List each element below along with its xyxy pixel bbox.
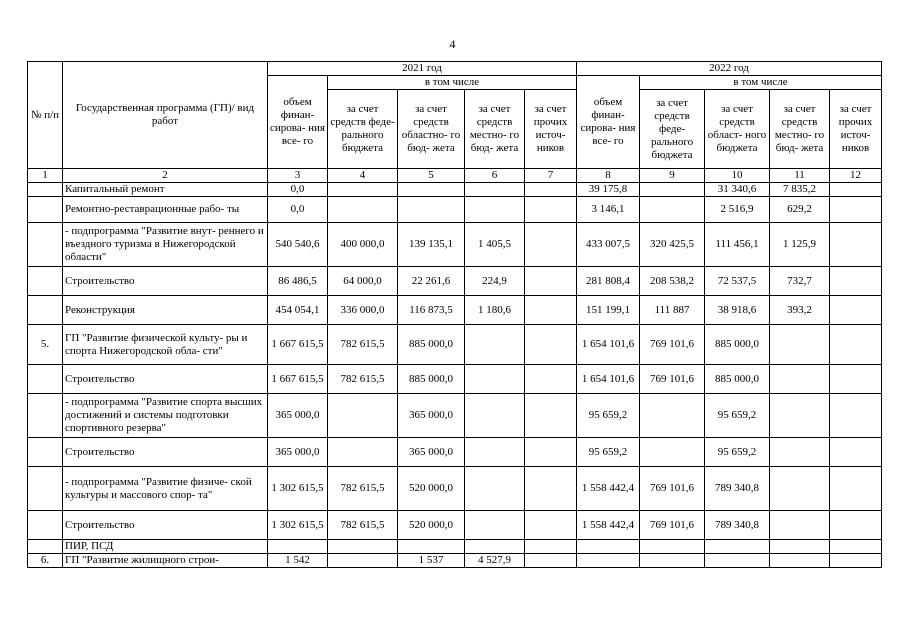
value-cell: [640, 197, 705, 223]
value-cell: [525, 296, 577, 325]
table-row: [28, 467, 882, 511]
row-name: Реконструкция: [63, 296, 268, 325]
value-cell: 281 808,4: [577, 267, 640, 296]
value-cell: 1 667 615,5: [268, 325, 328, 365]
value-cell: [640, 438, 705, 467]
value-cell: [328, 540, 398, 554]
value-cell: 208 538,2: [640, 267, 705, 296]
value-cell: [465, 511, 525, 540]
value-cell: 365 000,0: [268, 394, 328, 438]
row-name: Строительство: [63, 267, 268, 296]
row-name: - подпрограмма "Развитие физиче- ской культуры и массового спор- та": [63, 467, 268, 511]
value-cell: [830, 223, 882, 267]
value-cell: [328, 197, 398, 223]
row-number: [28, 467, 63, 511]
value-cell: [525, 467, 577, 511]
row-number: 6.: [28, 554, 63, 568]
value-cell: 885 000,0: [398, 365, 465, 394]
value-cell: [465, 394, 525, 438]
value-cell: [465, 197, 525, 223]
value-cell: 520 000,0: [398, 467, 465, 511]
row-name: Ремонтно-реставрационные рабо- ты: [63, 197, 268, 223]
column-number: 9: [640, 169, 705, 183]
value-cell: [465, 325, 525, 365]
row-number: 5.: [28, 325, 63, 365]
table-row: [28, 197, 882, 223]
value-cell: [465, 183, 525, 197]
value-cell: [770, 554, 830, 568]
value-cell: [770, 467, 830, 511]
value-cell: [398, 540, 465, 554]
value-cell: 732,7: [770, 267, 830, 296]
row-number: [28, 183, 63, 197]
value-cell: 1 558 442,4: [577, 511, 640, 540]
value-cell: [770, 438, 830, 467]
value-cell: 95 659,2: [577, 394, 640, 438]
header-including-2022: в том числе: [640, 76, 882, 90]
value-cell: 789 340,8: [705, 511, 770, 540]
value-cell: 111 887: [640, 296, 705, 325]
value-cell: 86 486,5: [268, 267, 328, 296]
row-name: ГП "Развитие жилищного строи-: [63, 554, 268, 568]
column-number: 10: [705, 169, 770, 183]
value-cell: 111 456,1: [705, 223, 770, 267]
row-number: [28, 197, 63, 223]
row-number: [28, 438, 63, 467]
value-cell: 72 537,5: [705, 267, 770, 296]
value-cell: [525, 394, 577, 438]
value-cell: [640, 540, 705, 554]
header-federal-2021: за счет средств феде- рального бюджета: [328, 90, 398, 169]
value-cell: 629,2: [770, 197, 830, 223]
value-cell: [525, 267, 577, 296]
value-cell: [525, 511, 577, 540]
table-row: [28, 540, 882, 554]
value-cell: [465, 365, 525, 394]
column-number: 4: [328, 169, 398, 183]
value-cell: [830, 365, 882, 394]
value-cell: 540 540,6: [268, 223, 328, 267]
row-name: ГП "Развитие физической культу- ры и спорта Нижегородской обла- сти": [63, 325, 268, 365]
value-cell: 365 000,0: [398, 438, 465, 467]
value-cell: 1 654 101,6: [577, 325, 640, 365]
value-cell: [525, 438, 577, 467]
value-cell: 782 615,5: [328, 365, 398, 394]
table-header: [28, 62, 882, 183]
value-cell: 365 000,0: [398, 394, 465, 438]
value-cell: [525, 554, 577, 568]
value-cell: [830, 325, 882, 365]
value-cell: 95 659,2: [705, 438, 770, 467]
row-number: [28, 267, 63, 296]
value-cell: 393,2: [770, 296, 830, 325]
value-cell: 1 125,9: [770, 223, 830, 267]
value-cell: [830, 554, 882, 568]
column-number-row: [28, 169, 882, 183]
table-row: [28, 267, 882, 296]
value-cell: 39 175,8: [577, 183, 640, 197]
row-number: [28, 394, 63, 438]
header-col-program: Государственная программа (ГП)/ вид работ: [63, 62, 268, 169]
column-number: 5: [398, 169, 465, 183]
value-cell: 782 615,5: [328, 467, 398, 511]
value-cell: [465, 438, 525, 467]
value-cell: [830, 296, 882, 325]
value-cell: [525, 365, 577, 394]
value-cell: [328, 394, 398, 438]
value-cell: 95 659,2: [705, 394, 770, 438]
value-cell: [577, 540, 640, 554]
value-cell: [525, 197, 577, 223]
row-number: [28, 223, 63, 267]
value-cell: [770, 511, 830, 540]
header-col-no: № п/п: [28, 62, 63, 169]
row-name: Строительство: [63, 438, 268, 467]
value-cell: [398, 197, 465, 223]
row-number: [28, 365, 63, 394]
column-number: 6: [465, 169, 525, 183]
column-number: 3: [268, 169, 328, 183]
value-cell: 885 000,0: [705, 365, 770, 394]
column-number: 7: [525, 169, 577, 183]
value-cell: 38 918,6: [705, 296, 770, 325]
value-cell: 1 405,5: [465, 223, 525, 267]
row-name: - подпрограмма "Развитие внут- реннего и въездного туризма в Нижегородской области": [63, 223, 268, 267]
value-cell: 0,0: [268, 183, 328, 197]
value-cell: [640, 554, 705, 568]
header-local-2022: за счет средств местно- го бюд- жета: [770, 90, 830, 169]
value-cell: 769 101,6: [640, 467, 705, 511]
table-row: [28, 554, 882, 568]
value-cell: [770, 365, 830, 394]
value-cell: 1 558 442,4: [577, 467, 640, 511]
row-number: [28, 296, 63, 325]
value-cell: 1 302 615,5: [268, 511, 328, 540]
header-federal-2022: за счет средств феде- рального бюджета: [640, 90, 705, 169]
value-cell: 885 000,0: [705, 325, 770, 365]
value-cell: 782 615,5: [328, 325, 398, 365]
value-cell: 769 101,6: [640, 511, 705, 540]
value-cell: 139 135,1: [398, 223, 465, 267]
value-cell: [465, 540, 525, 554]
page-number: 4: [449, 37, 456, 51]
value-cell: 95 659,2: [577, 438, 640, 467]
value-cell: [830, 540, 882, 554]
value-cell: 1 542: [268, 554, 328, 568]
column-number: 2: [63, 169, 268, 183]
header-other-2021: за счет прочих источ- ников: [525, 90, 577, 169]
value-cell: 64 000,0: [328, 267, 398, 296]
value-cell: 1 537: [398, 554, 465, 568]
row-name: Строительство: [63, 365, 268, 394]
header-regional-2021: за счет средств областно- го бюд- жета: [398, 90, 465, 169]
value-cell: [328, 554, 398, 568]
value-cell: [830, 267, 882, 296]
value-cell: 151 199,1: [577, 296, 640, 325]
value-cell: 336 000,0: [328, 296, 398, 325]
value-cell: 454 054,1: [268, 296, 328, 325]
funding-table: [27, 61, 882, 568]
header-including-2021: в том числе: [328, 76, 577, 90]
value-cell: [770, 540, 830, 554]
value-cell: [328, 183, 398, 197]
table-row: [28, 296, 882, 325]
value-cell: 22 261,6: [398, 267, 465, 296]
column-number: 11: [770, 169, 830, 183]
value-cell: 7 835,2: [770, 183, 830, 197]
value-cell: 4 527,9: [465, 554, 525, 568]
value-cell: [830, 183, 882, 197]
value-cell: 769 101,6: [640, 325, 705, 365]
value-cell: 224,9: [465, 267, 525, 296]
value-cell: 433 007,5: [577, 223, 640, 267]
row-name: Строительство: [63, 511, 268, 540]
value-cell: 1 302 615,5: [268, 467, 328, 511]
value-cell: [525, 325, 577, 365]
header-regional-2022: за счет средств област- ного бюджета: [705, 90, 770, 169]
value-cell: 1 667 615,5: [268, 365, 328, 394]
value-cell: 782 615,5: [328, 511, 398, 540]
value-cell: [398, 183, 465, 197]
table-row: [28, 438, 882, 467]
table-row: [28, 223, 882, 267]
table-row: [28, 365, 882, 394]
value-cell: [577, 554, 640, 568]
column-number: 12: [830, 169, 882, 183]
header-other-2022: за счет прочих источ- ников: [830, 90, 882, 169]
value-cell: 116 873,5: [398, 296, 465, 325]
value-cell: [465, 467, 525, 511]
table-body: [28, 183, 882, 568]
value-cell: 1 654 101,6: [577, 365, 640, 394]
value-cell: 1 180,6: [465, 296, 525, 325]
row-name: Капитальный ремонт: [63, 183, 268, 197]
value-cell: [525, 540, 577, 554]
value-cell: 320 425,5: [640, 223, 705, 267]
value-cell: 400 000,0: [328, 223, 398, 267]
row-name: ПИР, ПСД: [63, 540, 268, 554]
value-cell: [640, 394, 705, 438]
row-name: - подпрограмма "Развитие спорта высших достижений и системы подготовки спортивного резерва": [63, 394, 268, 438]
header-total-2022: объем финан- сирова- ния все- го: [577, 76, 640, 169]
column-number: 1: [28, 169, 63, 183]
row-number: [28, 540, 63, 554]
value-cell: [830, 394, 882, 438]
row-number: [28, 511, 63, 540]
value-cell: 0,0: [268, 197, 328, 223]
table-row: [28, 183, 882, 197]
table-row: [28, 394, 882, 438]
value-cell: 885 000,0: [398, 325, 465, 365]
value-cell: 2 516,9: [705, 197, 770, 223]
header-year-2022: 2022 год: [577, 62, 882, 76]
value-cell: [770, 325, 830, 365]
value-cell: 3 146,1: [577, 197, 640, 223]
header-year-2021: 2021 год: [268, 62, 577, 76]
value-cell: 520 000,0: [398, 511, 465, 540]
column-number: 8: [577, 169, 640, 183]
value-cell: [268, 540, 328, 554]
value-cell: [830, 511, 882, 540]
value-cell: 365 000,0: [268, 438, 328, 467]
value-cell: 769 101,6: [640, 365, 705, 394]
value-cell: [640, 183, 705, 197]
value-cell: [830, 467, 882, 511]
value-cell: [328, 438, 398, 467]
value-cell: [705, 540, 770, 554]
value-cell: 789 340,8: [705, 467, 770, 511]
value-cell: [705, 554, 770, 568]
table-row: [28, 511, 882, 540]
table-row: [28, 325, 882, 365]
value-cell: [830, 197, 882, 223]
value-cell: [830, 438, 882, 467]
value-cell: [770, 394, 830, 438]
value-cell: [525, 183, 577, 197]
header-local-2021: за счет средств местно- го бюд- жета: [465, 90, 525, 169]
value-cell: [525, 223, 577, 267]
header-total-2021: объем финан- сирова- ния все- го: [268, 76, 328, 169]
value-cell: 31 340,6: [705, 183, 770, 197]
